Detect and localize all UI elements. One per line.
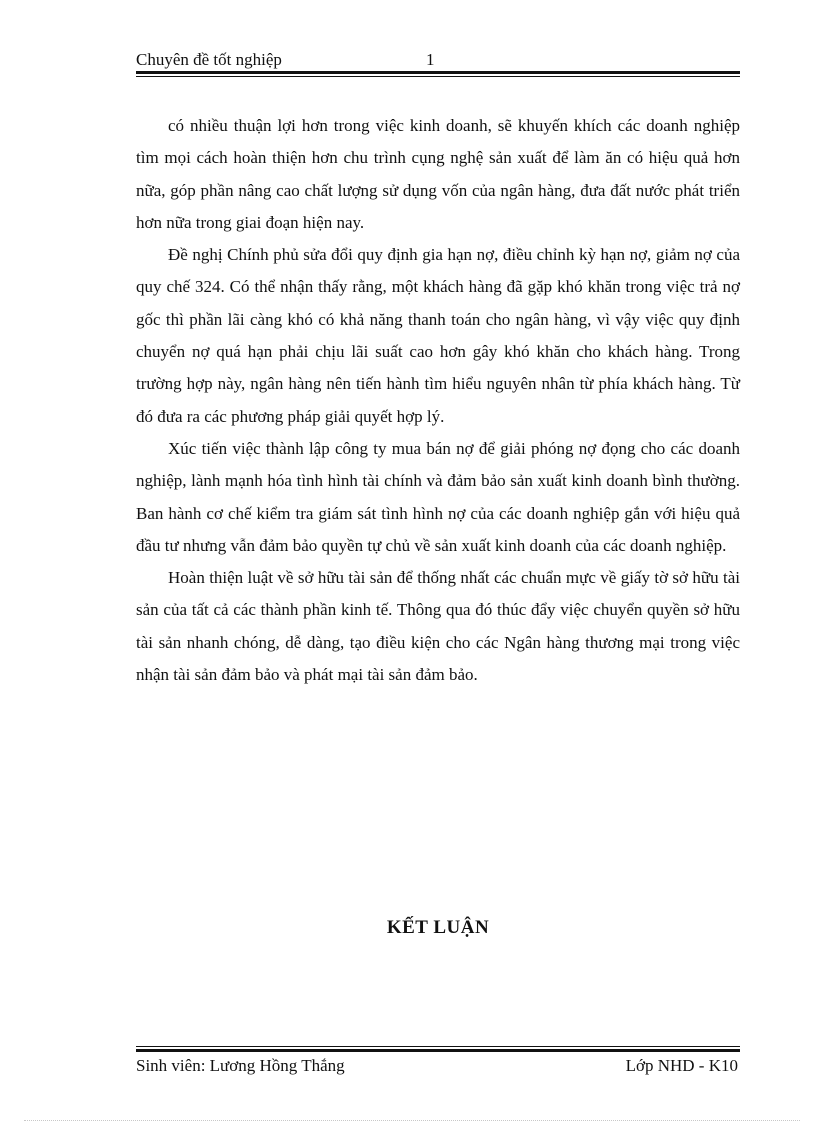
section-heading: KẾT LUẬN	[386, 917, 490, 938]
paragraph-3: Xúc tiến việc thành lập công ty mua bán nợ để giải phóng nợ đọng cho các doanh nghiệp, lành mạnh hóa tình hình tài chính và đảm bảo sản xuất kinh doanh bình thường. Ban hành cơ chế kiểm tra giám sát tình hình nợ của các doanh nghiệp gắn với hiệu quả đầu tư nhưng vẫn đảm bảo quyền tự chủ về sản xuất kinh doanh của các doanh nghiệp.	[136, 438, 740, 555]
footer-student-name: Sinh viên: Lương Hồng Thắng	[136, 1056, 345, 1075]
header-title: Chuyên đề tốt nghiệp	[136, 50, 282, 69]
header-page-number: 1	[426, 50, 435, 69]
header-rule-thick	[136, 71, 740, 74]
footer-class: Lớp NHD - K10	[625, 1056, 738, 1075]
paragraph-1: có nhiều thuận lợi hơn trong việc kinh doanh, sẽ khuyến khích các doanh nghiệp tìm mọi cách hoàn thiện hơn chu trình cụng nghệ sản xuất để làm ăn có hiệu quả hơn nữa, góp phần nâng cao chất lượng sử dụng vốn của ngân hàng, đưa đất nước phát triển hơn nữa trong giai đoạn hiện nay.	[136, 116, 740, 232]
paragraph-4: Hoàn thiện luật về sở hữu tài sản để thống nhất các chuẩn mực về giấy tờ sở hữu tài sản của tất cả các thành phần kinh tế. Thông qua đó thúc đẩy việc chuyển quyền sở hữu tài sản nhanh chóng, dễ dàng, tạo điều kiện cho các Ngân hàng thương mại trong việc nhận tài sản đảm bảo và phát mại tài sản đảm bảo.	[136, 568, 740, 685]
footer-rule-thick	[136, 1049, 740, 1052]
page-header	[136, 48, 740, 70]
header-rule-thin	[136, 76, 740, 77]
page-edge-divider	[24, 1120, 800, 1121]
body-text	[136, 110, 740, 691]
footer-rule-thin	[136, 1046, 740, 1047]
paragraph-2: Đề nghị Chính phủ sửa đổi quy định gia hạn nợ, điều chỉnh kỳ hạn nợ, giảm nợ của quy chế 324. Có thể nhận thấy rằng, một khách hàng đã gặp khó khăn trong việc trả nợ gốc thì phần lãi càng khó có khả năng thanh toán cho ngân hàng, vì vậy việc quy định chuyển nợ quá hạn phải chịu lãi suất cao hơn gây khó khăn cho khách hàng. Trong trường hợp này, ngân hàng nên tiến hành tìm hiểu nguyên nhân từ phía khách hàng. Từ đó đưa ra các phương pháp giải quyết hợp lý.	[136, 245, 740, 426]
